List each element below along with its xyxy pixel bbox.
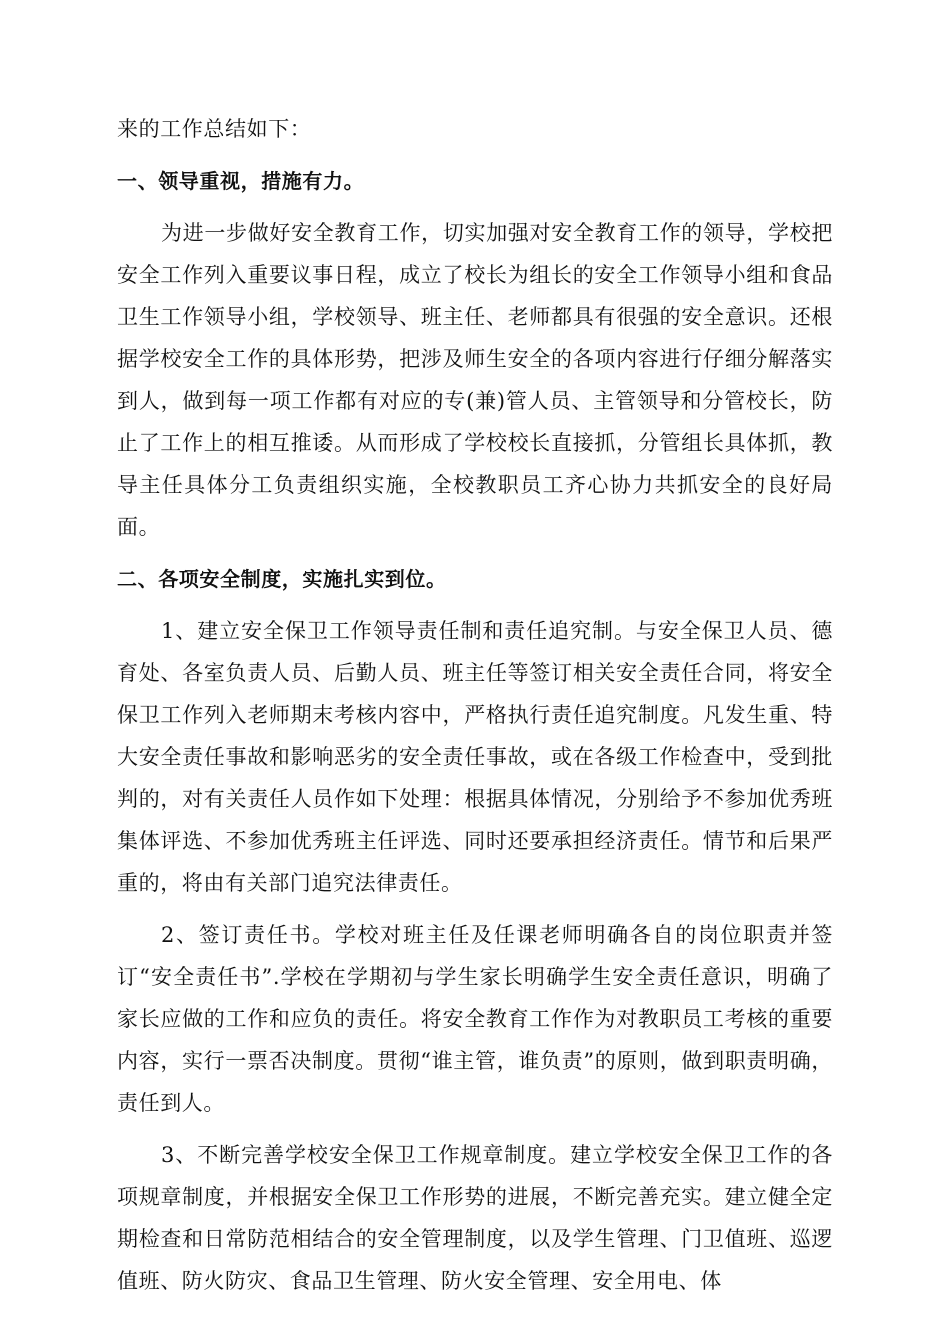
section-2-item-1: 1、建立安全保卫工作领导责任制和责任追究制。与安全保卫人员、德育处、各室负责人员、后勤人员、班主任等签订相关安全责任合同，将安全保卫工作列入老师期末考核内容中，严格执行责任追究制度。凡发生重、特大安全责任事故和影响恶劣的安全责任事故，或在各级工作检查中，受到批判的，对有关责任人员作如下处理：根据具体情况，分别给予不参加优秀班集体评选、不参加优秀班主任评选、同时还要承担经济责任。情节和后果严重的，将由有关部门追究法律责任。	[117, 619, 833, 895]
section-2-item-2: 2、签订责任书。学校对班主任及任课老师明确各自的岗位职责并签订“安全责任书”.学校在学期初与学生家长明确学生安全责任意识，明确了家长应做的工作和应负的责任。将安全教育工作作为对教职员工考核的重要内容，实行一票否决制度。贯彻“谁主管，谁负责”的原则，做到职责明确，责任到人。	[117, 923, 833, 1115]
section-1-paragraph: 为进一步做好安全教育工作，切实加强对安全教育工作的领导，学校把安全工作列入重要议事日程，成立了校长为组长的安全工作领导小组和食品卫生工作领导小组，学校领导、班主任、老师都具有很强的安全意识。还根据学校安全工作的具体形势，把涉及师生安全的各项内容进行仔细分解落实到人，做到每一项工作都有对应的专(兼)管人员、主管领导和分管校长，防止了工作上的相互推诿。从而形成了学校校长直接抓，分管组长具体抓，教导主任具体分工负责组织实施，全校教职员工齐心协力共抓安全的良好局面。	[117, 221, 833, 539]
section-2-heading: 二、各项安全制度，实施扎实到位。	[117, 567, 447, 591]
intro-text: 来的工作总结如下：	[117, 117, 312, 141]
section-1-heading: 一、领导重视，措施有力。	[117, 169, 365, 193]
document-body	[117, 108, 833, 1312]
section-2-item-3: 3、不断完善学校安全保卫工作规章制度。建立学校安全保卫工作的各项规章制度，并根据安全保卫工作形势的进展，不断完善充实。建立健全定期检查和日常防范相结合的安全管理制度，以及学生管理、门卫值班、巡逻值班、防火防灾、食品卫生管理、防火安全管理、安全用电、体	[117, 1143, 833, 1293]
